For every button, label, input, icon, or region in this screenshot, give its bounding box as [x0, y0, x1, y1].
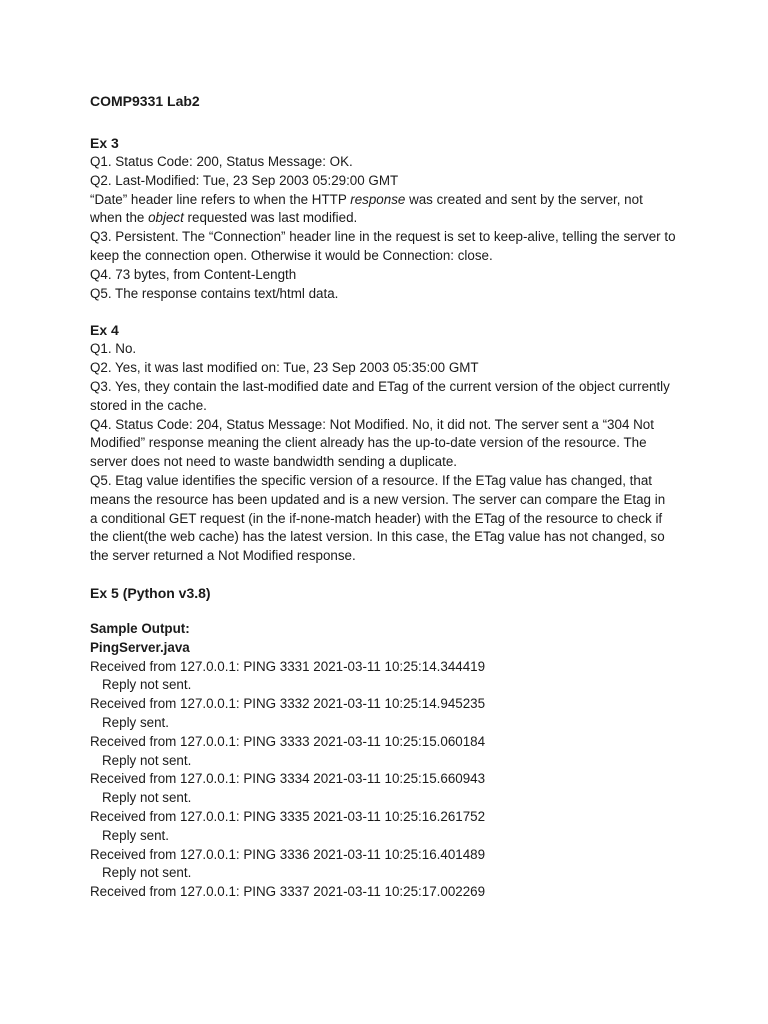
log-received: Received from 127.0.0.1: PING 3332 2021-03-11 10:25:14.945235 [90, 696, 486, 712]
log-received: Received from 127.0.0.1: PING 3337 2021-03-11 10:25:17.002269 [90, 884, 486, 900]
log-reply: Reply not sent. [102, 752, 192, 768]
log-received: Received from 127.0.0.1: PING 3334 2021-03-11 10:25:15.660943 [90, 771, 486, 787]
sample-output-label: Sample Output: [90, 620, 190, 636]
ex3-q2-note-em-response: response [350, 191, 406, 207]
log-reply: Reply sent. [102, 714, 169, 730]
ex3-q2-note-mid: was created and sent by the server, not when the [90, 191, 643, 226]
log-received: Received from 127.0.0.1: PING 3333 2021-03-11 10:25:15.060184 [90, 733, 486, 749]
ex4-heading: Ex 4 [90, 322, 119, 339]
ex4-q5: Q5. Etag value identifies the specific version of a resource. If the ETag value has changed, that means the resource has been updated and is a new version. The server can compare the Etag in a conditional GET request (in the if-none-match header) with the ETag of the resource to check if the client(the web cache) has the latest version. In this case, the ETag value has not changed, so the server returned a Not Modified response. [90, 472, 666, 564]
log-reply: Reply not sent. [102, 790, 192, 806]
ex4-q2: Q2. Yes, it was last modified on: Tue, 23 Sep 2003 05:35:00 GMT [90, 360, 479, 376]
log-received: Received from 127.0.0.1: PING 3331 2021-03-11 10:25:14.344419 [90, 658, 486, 674]
ex3-q3: Q3. Persistent. The “Connection” header line in the request is set to keep-alive, telling the server to keep the connection open. Otherwise it would be Connection: close. [90, 229, 676, 263]
log-received: Received from 127.0.0.1: PING 3336 2021-03-11 10:25:16.401489 [90, 846, 486, 862]
ex3-q2-note-post: requested was last modified. [183, 210, 358, 226]
document-title: COMP9331 Lab2 [90, 93, 200, 109]
ex4-section [90, 320, 676, 566]
file-label: PingServer.java [90, 639, 190, 655]
ex4-q1: Q1. No. [90, 341, 137, 357]
ex3-heading: Ex 3 [90, 135, 119, 151]
ex3-q2-note-em-object: object [148, 210, 184, 226]
log-reply: Reply not sent. [102, 865, 192, 881]
ex5-section [90, 583, 676, 902]
ex3-q2-note [90, 191, 676, 229]
ping-log [90, 658, 676, 902]
log-received: Received from 127.0.0.1: PING 3335 2021-03-11 10:25:16.261752 [90, 808, 486, 824]
ex3-q1: Q1. Status Code: 200, Status Message: OK. [90, 154, 353, 169]
ex5-heading: Ex 5 (Python v3.8) [90, 584, 211, 601]
log-reply: Reply not sent. [102, 677, 192, 693]
ex3-section [90, 133, 676, 303]
ex3-q4: Q4. 73 bytes, from Content-Length [90, 266, 297, 282]
log-reply: Reply sent. [102, 827, 169, 843]
ex3-q2: Q2. Last-Modified: Tue, 23 Sep 2003 05:29:00 GMT [90, 172, 399, 188]
ex4-q4: Q4. Status Code: 204, Status Message: Not Modified. No, it did not. The server sent a “304 Not Modified” response meaning the client already has the up-to-date version of the resource. The server does not need to waste bandwidth sending a duplicate. [90, 416, 654, 470]
ex3-q5: Q5. The response contains text/html data. [90, 285, 339, 301]
ex4-q3: Q3. Yes, they contain the last-modified date and ETag of the current version of the object currently stored in the cache. [90, 378, 670, 413]
ex3-q2-note-pre: “Date” header line refers to when the HTTP [90, 191, 351, 207]
spacer [90, 603, 676, 620]
